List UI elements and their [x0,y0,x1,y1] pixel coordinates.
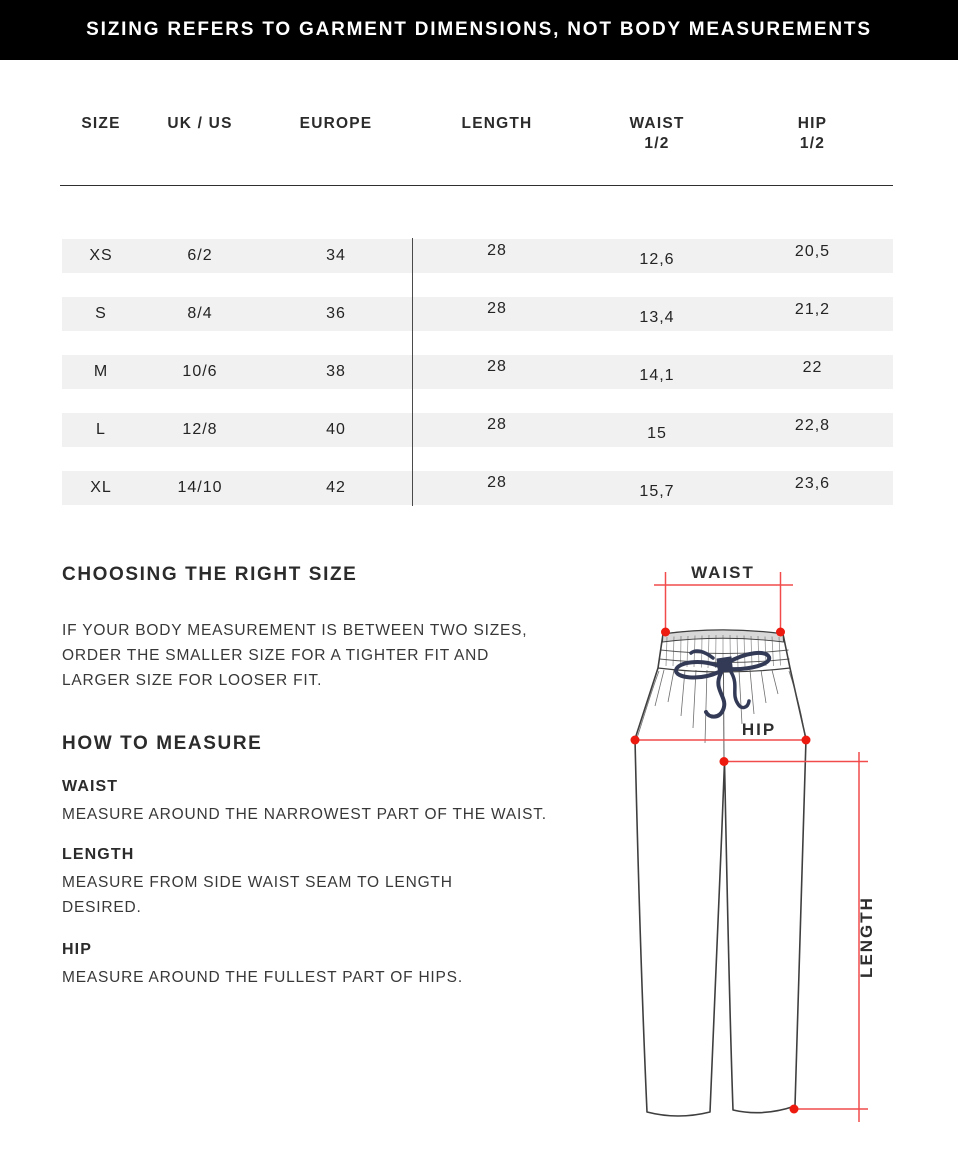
hip-diagram-label: HIP [741,720,777,739]
measure-item-waist: WAIST MEASURE AROUND THE NARROWEST PART OF THE WAIST. [62,778,547,823]
cell-europe: 36 [326,305,346,322]
column-header-hip: HIP 1/2 [797,115,828,152]
cell-hip: 22 [802,359,823,376]
cell-length: 28 [487,474,507,491]
cell-europe: 42 [326,479,346,496]
cell-uk-us: 6/2 [187,247,213,264]
pants-measure-diagram [598,548,958,1154]
measure-item-hip: HIP MEASURE AROUND THE FULLEST PART OF HIPS. [62,941,463,986]
how-to-measure-title: HOW TO MEASURE [62,733,263,754]
cell-size: S [95,305,107,322]
cell-waist: 14,1 [639,367,675,384]
column-header-length: LENGTH [461,115,533,132]
banner-text: SIZING REFERS TO GARMENT DIMENSIONS, NOT BODY MEASUREMENTS [86,19,872,40]
cell-hip: 22,8 [794,417,831,434]
cell-europe: 34 [326,247,346,264]
cell-length: 28 [487,358,507,375]
choosing-size-paragraph: IF YOUR BODY MEASUREMENT IS BETWEEN TWO SIZES, ORDER THE SMALLER SIZE FOR A TIGHTER FIT AND LARGER SIZE FOR LOOSER FIT. [62,622,528,689]
cell-uk-us: 10/6 [182,363,218,380]
size-table-header [62,115,893,153]
cell-hip: 20,5 [794,243,831,260]
size-table-rows [62,239,893,529]
cell-waist: 13,4 [639,309,675,326]
column-header-uk-us: UK / US [167,115,233,132]
column-header-waist: WAIST 1/2 [629,115,685,152]
table-row-m [62,355,893,389]
choosing-size-title: CHOOSING THE RIGHT SIZE [62,564,358,585]
cell-hip: 21,2 [794,301,831,318]
cell-waist: 15 [647,425,667,442]
cell-length: 28 [487,300,507,317]
center-front-seam [724,668,725,760]
cell-uk-us: 8/4 [187,305,213,322]
table-row-xs [62,239,893,273]
header-divider-line [60,185,893,186]
cell-uk-us: 14/10 [177,479,223,496]
cell-length: 28 [487,416,507,433]
length-diagram-label: LENGTH [857,896,876,978]
cell-size: XL [90,479,112,496]
table-row-l [62,413,893,447]
column-header-size: SIZE [81,115,121,132]
cell-size: M [93,363,109,380]
table-row-s [62,297,893,331]
cell-hip: 23,6 [794,475,831,492]
measure-item-length: LENGTH MEASURE FROM SIDE WAIST SEAM TO LENGTH DESIRED. [62,846,453,916]
pants-outline [635,630,806,1116]
cell-europe: 40 [326,421,346,438]
cell-length: 28 [487,242,507,259]
cell-size: L [96,421,106,438]
column-header-europe: EUROPE [299,115,373,132]
cell-europe: 38 [326,363,346,380]
cell-uk-us: 12/8 [182,421,218,438]
waist-diagram-label: WAIST [691,563,755,582]
cell-waist: 15,7 [639,483,675,500]
size-guide-banner [0,0,958,60]
cell-size: XS [89,247,113,264]
table-vertical-divider [412,238,413,506]
table-row-xl [62,471,893,505]
cell-waist: 12,6 [639,251,675,268]
